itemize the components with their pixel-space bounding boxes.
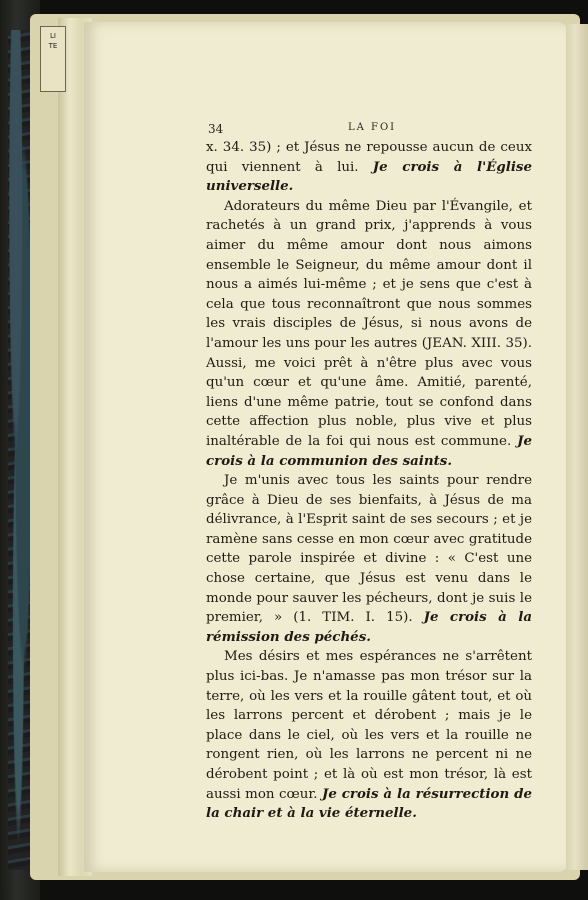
creed-phrase: Je crois à l'Église universelle.	[206, 158, 532, 195]
paragraph	[206, 197, 532, 471]
paragraph-text: x. 34. 35) ; et Jésus ne repousse aucun de ceux qui viennent à lui.	[206, 140, 532, 175]
page-header	[208, 122, 538, 138]
paragraph	[206, 647, 532, 823]
creed-phrase: Je crois à la rémission des péchés.	[206, 609, 532, 645]
page-number: 34	[208, 122, 224, 136]
body-text	[206, 138, 532, 824]
page-right-edge	[566, 24, 588, 870]
paragraph	[206, 138, 532, 197]
creed-phrase: Je crois à la résurrection de la chair et à la vie éternelle.	[206, 785, 532, 822]
creed-phrase: Je crois à la communion des saints.	[206, 432, 532, 469]
paragraph-text: Je m'unis avec tous les saints pour rendre grâce à Dieu de ses bienfaits, à Jésus de ma délivrance, à l'Esprit saint de ses secours ; et je ramène sans cesse en mon cœur avec gratitude cette parole inspirée et divine : « C'est une chose certaine, que Jésus est venu dans le monde pour sauver les pécheurs, dont je suis le premier, » (1. TIM. I. 15).	[206, 473, 532, 626]
paragraph	[206, 471, 532, 647]
paragraph-text: Mes désirs et mes espérances ne s'arrêtent plus ici-bas. Je n'amasse pas mon trésor sur la terre, où les vers et la rouille gâtent tout, et où les larrons percent et dérobent ; mais je le place dans le ciel, où les vers et la rouille ne rongent rien, où les larrons ne percent ni ne dérobent point ; et là où est mon trésor, là est aussi mon cœur.	[206, 649, 532, 802]
paragraph-text: Adorateurs du même Dieu par l'Évangile, et rachetés à un grand prix, j'apprends à vous aimer du même amour dont nous aimons ensemble le Seigneur, du même amour dont il nous a aimés lui-même ; et je sens que c'est à cela que tous reconnaîtront que nous sommes les vrais disciples de Jésus, si nous avons de l'amour les uns pour les autres (JEAN. XIII. 35). Aussi, me voici prêt à n'être plus avec vous qu'un cœur et qu'une âme. Amitié, parenté, liens d'une même patrie, tout se confond dans cette affection plus noble, plus vive et plus inaltérable de la foi qui nous est commune.	[206, 198, 532, 449]
running-title: LA FOI	[348, 122, 397, 133]
spine-label: LI TE	[40, 26, 66, 92]
